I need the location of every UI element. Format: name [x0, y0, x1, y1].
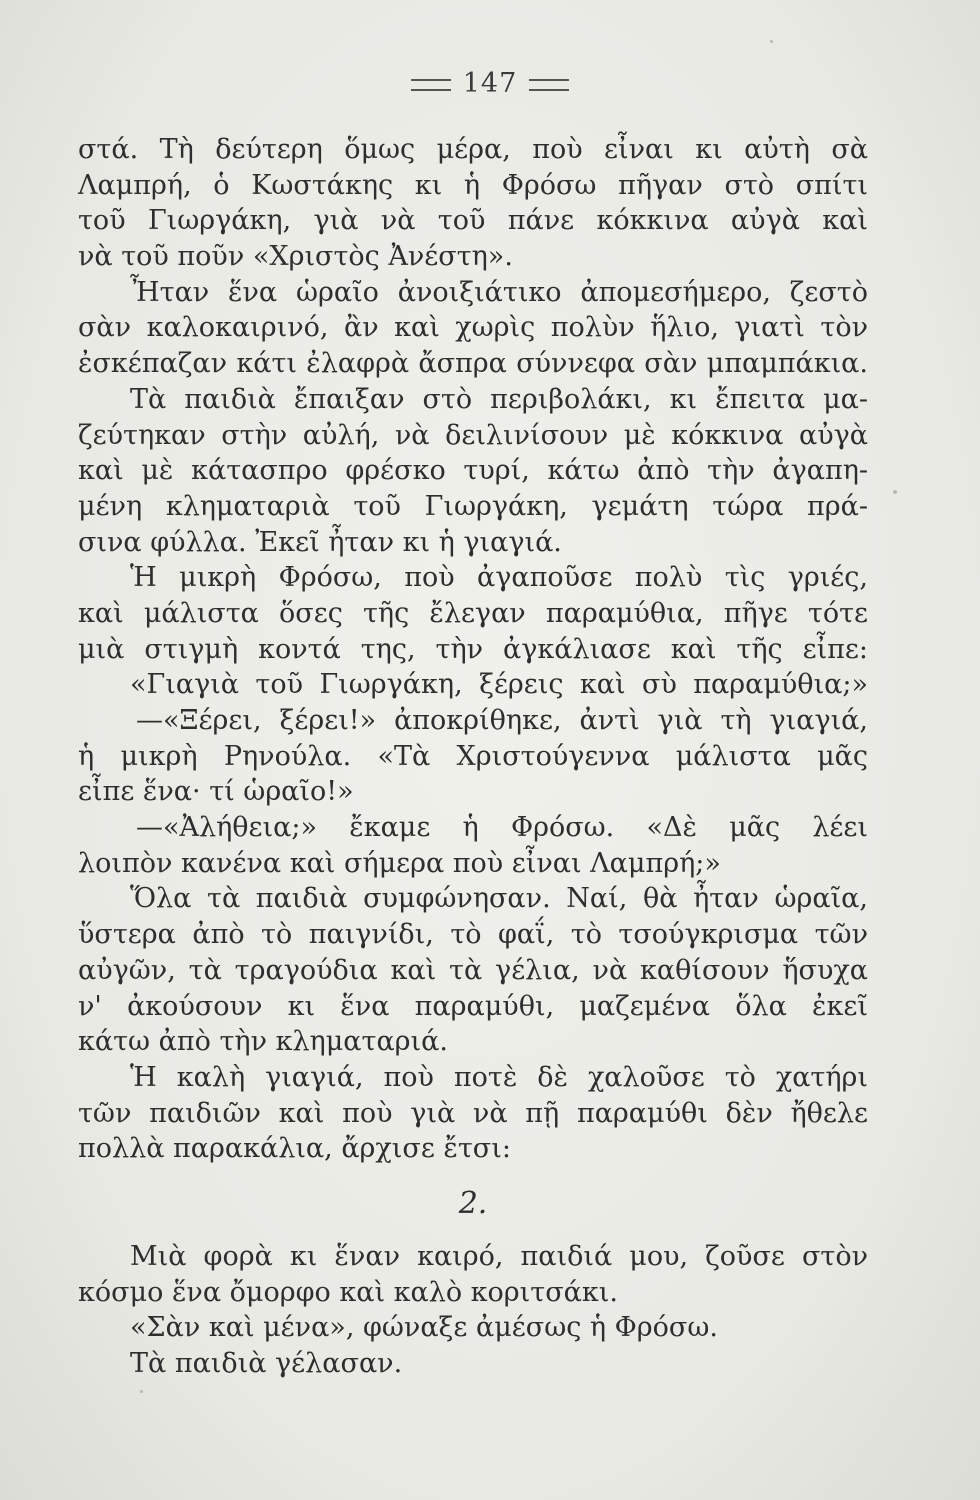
text-line: τοῦ Γιωργάκη, γιὰ νὰ τοῦ πάνε κόκκινα αὐγὰ καὶ: [78, 205, 868, 237]
text-line: νὰ τοῦ ποῦν «Χριστὸς Ἀνέστη».: [78, 241, 513, 273]
text-line: —«Ξέρει, ξέρει!» ἀποκρίθηκε, ἀντὶ γιὰ τὴ γιαγιά,: [136, 705, 868, 736]
text-line: ζεύτηκαν στὴν αὐλή, νὰ δειλινίσουν μὲ κόκκινα αὐγὰ: [78, 419, 868, 451]
text-line: Τὰ παιδιὰ ἔπαιξαν στὸ περιβολάκι, κι ἔπειτα μα-: [130, 383, 868, 415]
text-line: κάτω ἀπὸ τὴν κληματαριά.: [78, 1026, 448, 1058]
text-line: αὐγῶν, τὰ τραγούδια καὶ τὰ γέλια, νὰ καθίσουν ἥσυχα: [78, 954, 868, 986]
paper-speck: [140, 1390, 143, 1393]
text-line: Ἦταν ἕνα ὡραῖο ἀνοιξιάτικο ἀπομεσήμερο, ζεστὸ: [130, 276, 868, 308]
text-line: καὶ μὲ κάτασπρο φρέσκο τυρί, κάτω ἀπὸ τὴν ἀγαπη-: [78, 455, 868, 487]
header-rule-right: [529, 79, 569, 91]
text-line: ν' ἀκούσουν κι ἕνα παραμύθι, μαζεμένα ὅλα ἐκεῖ: [78, 990, 868, 1022]
text-line: λοιπὸν κανένα καὶ σήμερα ποὺ εἶναι Λαμπρή;»: [78, 847, 721, 879]
text-line: Τὰ παιδιὰ γέλασαν.: [130, 1348, 403, 1379]
text-line: Μιὰ φορὰ κι ἕναν καιρό, παιδιά μου, ζοῦσε στὸν: [130, 1240, 868, 1272]
header-rule-left: [411, 79, 451, 91]
text-line: ὕστερα ἀπὸ τὸ παιγνίδι, τὸ φαΐ, τὸ τσούγκρισμα τῶν: [78, 919, 868, 951]
text-line: μένη κληματαριὰ τοῦ Γιωργάκη, γεμάτη τώρα πρά-: [78, 490, 868, 522]
text-line: Ἡ καλὴ γιαγιά, ποὺ ποτὲ δὲ χαλοῦσε τὸ χατήρι: [130, 1061, 868, 1093]
text-line: σινα φύλλα. Ἐκεῖ ἦταν κι ἡ γιαγιά.: [78, 526, 562, 558]
body-text: [78, 132, 868, 1382]
text-line: Λαμπρή, ὁ Κωστάκης κι ἡ Φρόσω πῆγαν στὸ σπίτι: [78, 169, 868, 201]
text-line: σὰν καλοκαιρινό, ἂν καὶ χωρὶς πολὺν ἥλιο, γιατὶ τὸν: [78, 312, 868, 344]
text-line: τῶν παιδιῶν καὶ ποὺ γιὰ νὰ πῇ παραμύθι δὲν ἤθελε: [78, 1097, 868, 1129]
text-line: Ὅλα τὰ παιδιὰ συμφώνησαν. Ναί, θὰ ἦταν ὡραῖα,: [130, 883, 868, 915]
text-line: «Σὰν καὶ μένα», φώναξε ἀμέσως ἡ Φρόσω.: [130, 1312, 718, 1344]
text-line: πολλὰ παρακάλια, ἄρχισε ἔτσι:: [78, 1133, 511, 1165]
text-line: κόσμο ἕνα ὄμορφο καὶ καλὸ κοριτσάκι.: [78, 1276, 618, 1308]
page-header: [0, 68, 980, 99]
text-line: —«Ἀλήθεια;» ἔκαμε ἡ Φρόσω. «Δὲ μᾶς λέει: [136, 812, 868, 844]
text-line: ἐσκέπαζαν κάτι ἐλαφρὰ ἄσπρα σύννεφα σὰν μπαμπάκια.: [78, 348, 868, 380]
text-line: μιὰ στιγμὴ κοντά της, τὴν ἀγκάλιασε καὶ τῆς εἶπε:: [78, 633, 868, 665]
paper-speck: [770, 40, 773, 43]
text-line: «Γιαγιὰ τοῦ Γιωργάκη, ξέρεις καὶ σὺ παραμύθια;»: [130, 669, 868, 701]
text-line: εἶπε ἕνα· τί ὡραῖο!»: [78, 776, 354, 808]
text-line: ἡ μικρὴ Ρηνούλα. «Τὰ Χριστούγεννα μάλιστα μᾶς: [78, 740, 868, 772]
section-number: 2.: [458, 1185, 488, 1221]
text-line: Ἡ μικρὴ Φρόσω, ποὺ ἀγαποῦσε πολὺ τὶς γριές,: [130, 562, 868, 594]
text-line: στά. Τὴ δεύτερη ὅμως μέρα, ποὺ εἶναι κι αὐτὴ σὰ: [78, 134, 868, 165]
page-number: 147: [462, 68, 518, 99]
text-line: καὶ μάλιστα ὅσες τῆς ἔλεγαν παραμύθια, πῆγε τότε: [78, 597, 868, 629]
paper-speck: [893, 490, 897, 494]
